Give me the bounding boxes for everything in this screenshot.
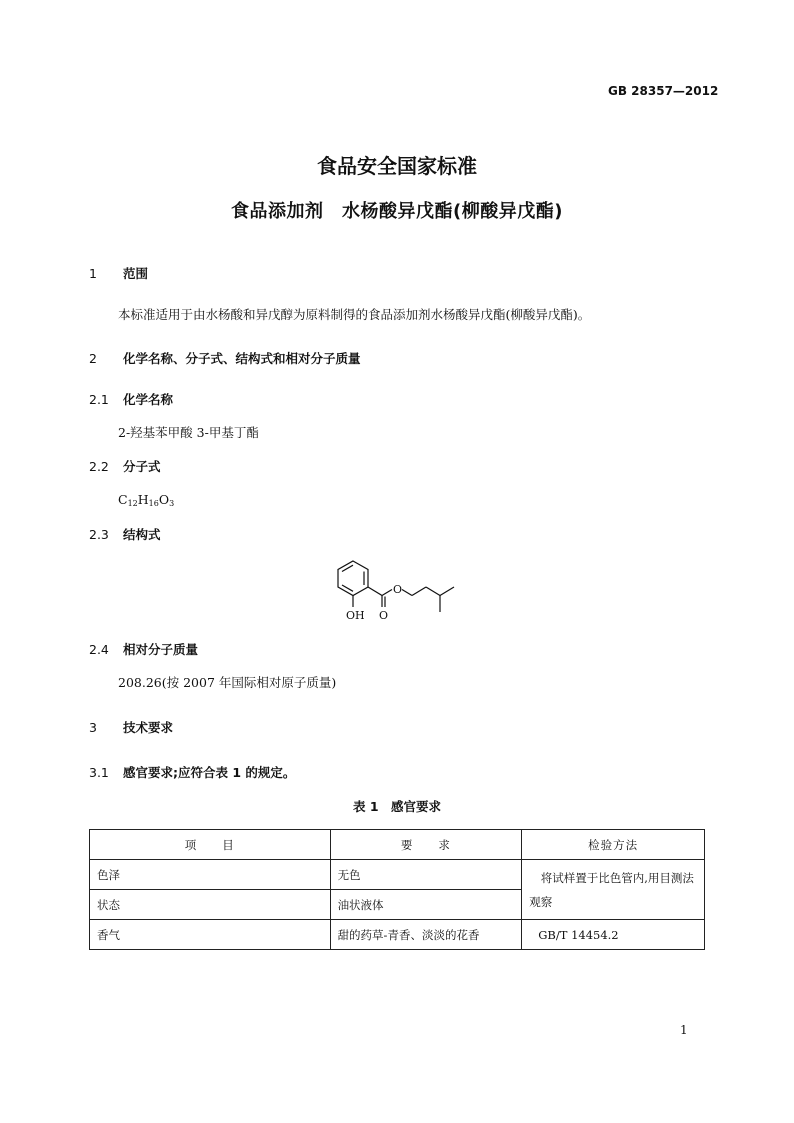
row-item: 状态 — [90, 890, 331, 920]
section-1-text: 本标准适用于由水杨酸和异戊醇为原料制得的食品添加剂水杨酸异戊酯(柳酸异戊酯)。 — [118, 307, 591, 322]
standard-number: GB 28357—2012 — [608, 84, 719, 98]
section-2-3-heading — [89, 525, 161, 543]
table-row — [90, 920, 705, 950]
row-method-merged: 将试样置于比色管内,用目测法观察 — [522, 860, 705, 920]
ester-oxygen-label: O — [393, 583, 403, 596]
section-title: 化学名称 — [123, 392, 174, 407]
row-requirement: 无色 — [330, 860, 522, 890]
table-row — [90, 860, 705, 890]
section-title: 技术要求 — [123, 720, 174, 735]
molecular-mass-text: 208.26(按 2007 年国际相对原子质量) — [118, 675, 337, 690]
section-title: 感官要求;应符合表 1 的规定。 — [123, 765, 296, 780]
header-requirement: 要 求 — [330, 830, 522, 860]
row-item: 香气 — [90, 920, 331, 950]
table-caption: 表 1 感官要求 — [352, 799, 442, 814]
section-number: 2.4 — [89, 642, 109, 657]
row-requirement: 甜的药草-青香、淡淡的花香 — [330, 920, 522, 950]
section-1-heading — [89, 264, 148, 282]
section-number: 3.1 — [89, 765, 109, 780]
molecular-formula: $C_{12}H_{16}O_3$ — [118, 492, 175, 508]
section-2-heading — [89, 349, 361, 367]
chemical-name-text: 2-羟基苯甲酸 3-甲基丁酯 — [118, 425, 259, 440]
header-method: 检验方法 — [522, 830, 705, 860]
carbonyl-oxygen-label: O — [379, 609, 389, 622]
section-title: 范围 — [123, 266, 149, 281]
section-number: 1 — [89, 266, 97, 281]
section-3-heading — [89, 718, 173, 736]
section-number: 3 — [89, 720, 97, 735]
main-title: 食品安全国家标准 — [317, 154, 477, 178]
row-requirement: 油状液体 — [330, 890, 522, 920]
section-2-1-heading — [89, 390, 173, 408]
section-number: 2 — [89, 351, 97, 366]
hydroxyl-label: OH — [346, 609, 365, 622]
header-item: 项 目 — [90, 830, 331, 860]
structural-formula — [326, 558, 471, 626]
section-2-2-heading — [89, 457, 161, 475]
section-number: 2.3 — [89, 527, 109, 542]
page-number: 1 — [680, 1023, 688, 1037]
row-item: 色泽 — [90, 860, 331, 890]
row-method: GB/T 14454.2 — [522, 920, 705, 950]
section-title: 化学名称、分子式、结构式和相对分子质量 — [123, 351, 361, 366]
table-header-row — [90, 830, 705, 860]
section-number: 2.2 — [89, 459, 109, 474]
sub-title: 食品添加剂 水杨酸异戊酯(柳酸异戊酯) — [231, 201, 563, 222]
section-2-4-heading — [89, 640, 198, 658]
section-title: 相对分子质量 — [123, 642, 199, 657]
section-title: 分子式 — [123, 459, 161, 474]
section-number: 2.1 — [89, 392, 109, 407]
sensory-requirements-table — [89, 829, 705, 950]
section-title: 结构式 — [123, 527, 161, 542]
section-3-1-heading — [89, 763, 295, 781]
